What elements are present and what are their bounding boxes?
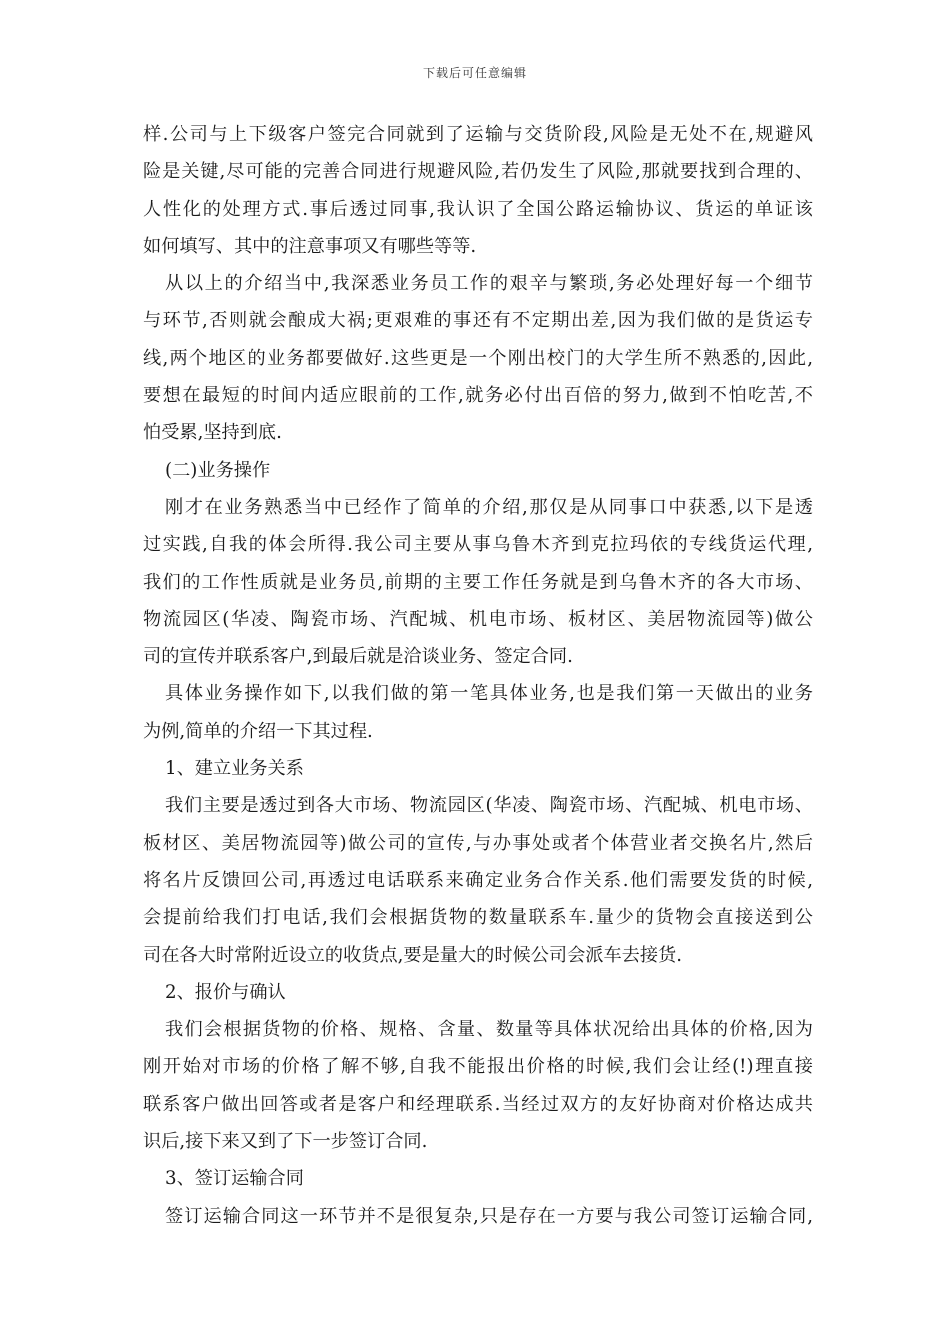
body-line: 会提前给我们打电话,我们会根据货物的数量联系车.量少的货物会直接送到公	[143, 907, 813, 929]
body-line: 司在各大时常附近设立的收货点,要是量大的时候公司会派车去接货.	[143, 944, 683, 966]
subsection-heading: 1、建立业务关系	[165, 758, 304, 780]
body-line: 签订运输合同这一环节并不是很复杂,只是存在一方要与我公司签订运输合同,	[165, 1205, 813, 1227]
body-line: 人性化的处理方式.事后透过同事,我认识了全国公路运输协议、货运的单证该	[143, 198, 813, 220]
body-line: 将名片反馈回公司,再透过电话联系来确定业务合作关系.他们需要发货的时候,	[143, 869, 813, 891]
body-line: 过实践,自我的体会所得.我公司主要从事乌鲁木齐到克拉玛依的专线货运代理,	[143, 534, 813, 556]
section-heading: (二)业务操作	[165, 459, 271, 481]
body-line: 怕受累,坚持到底.	[143, 422, 282, 444]
body-line: 为例,简单的介绍一下其过程.	[143, 720, 373, 742]
body-line: 从以上的介绍当中,我深悉业务员工作的艰辛与繁琐,务必处理好每一个细节	[165, 273, 813, 295]
body-line: 与环节,否则就会酿成大祸;更艰难的事还有不定期出差,因为我们做的是货运专	[143, 310, 813, 332]
body-line: 我们主要是透过到各大市场、物流园区(华凌、陶瓷市场、汽配城、机电市场、	[165, 795, 813, 817]
body-line: 联系客户做出回答或者是客户和经理联系.当经过双方的友好协商对价格达成共	[143, 1093, 813, 1115]
subsection-heading: 2、报价与确认	[165, 981, 286, 1003]
body-line: 线,两个地区的业务都要做好.这些更是一个刚出校门的大学生所不熟悉的,因此,	[143, 347, 813, 369]
body-line: 具体业务操作如下,以我们做的第一笔具体业务,也是我们第一天做出的业务	[165, 683, 813, 705]
body-line: 样.公司与上下级客户签完合同就到了运输与交货阶段,风险是无处不在,规避风	[143, 124, 813, 145]
page-header-note: 下载后可任意编辑	[422, 66, 527, 80]
body-line: 要想在最短的时间内适应眼前的工作,就务必付出百倍的努力,做到不怕吃苦,不	[143, 385, 813, 407]
body-line: 我们会根据货物的价格、规格、含量、数量等具体状况给出具体的价格,因为	[165, 1019, 813, 1041]
body-line: 刚才在业务熟悉当中已经作了简单的介绍,那仅是从同事口中获悉,以下是透	[165, 496, 813, 518]
body-line: 险是关键,尽可能的完善合同进行规避风险,若仍发生了风险,那就要找到合理的、	[143, 161, 813, 183]
body-line: 板材区、美居物流园等)做公司的宣传,与办事处或者个体营业者交换名片,然后	[143, 832, 813, 854]
body-line: 物流园区(华凌、陶瓷市场、汽配城、机电市场、板材区、美居物流园等)做公	[143, 608, 813, 630]
subsection-heading: 3、签订运输合同	[165, 1168, 304, 1190]
body-line: 司的宣传并联系客户,到最后就是洽谈业务、签定合同.	[143, 646, 573, 668]
document-body	[143, 116, 813, 1235]
body-line: 我们的工作性质就是业务员,前期的主要工作任务就是到乌鲁木齐的各大市场、	[143, 571, 813, 593]
body-line: 如何填写、其中的注意事项又有哪些等等.	[143, 235, 477, 257]
body-line: 刚开始对市场的价格了解不够,自我不能报出价格的时候,我们会让经(!)理直接	[143, 1056, 813, 1078]
body-line: 识后,接下来又到了下一步签订合同.	[143, 1131, 428, 1153]
